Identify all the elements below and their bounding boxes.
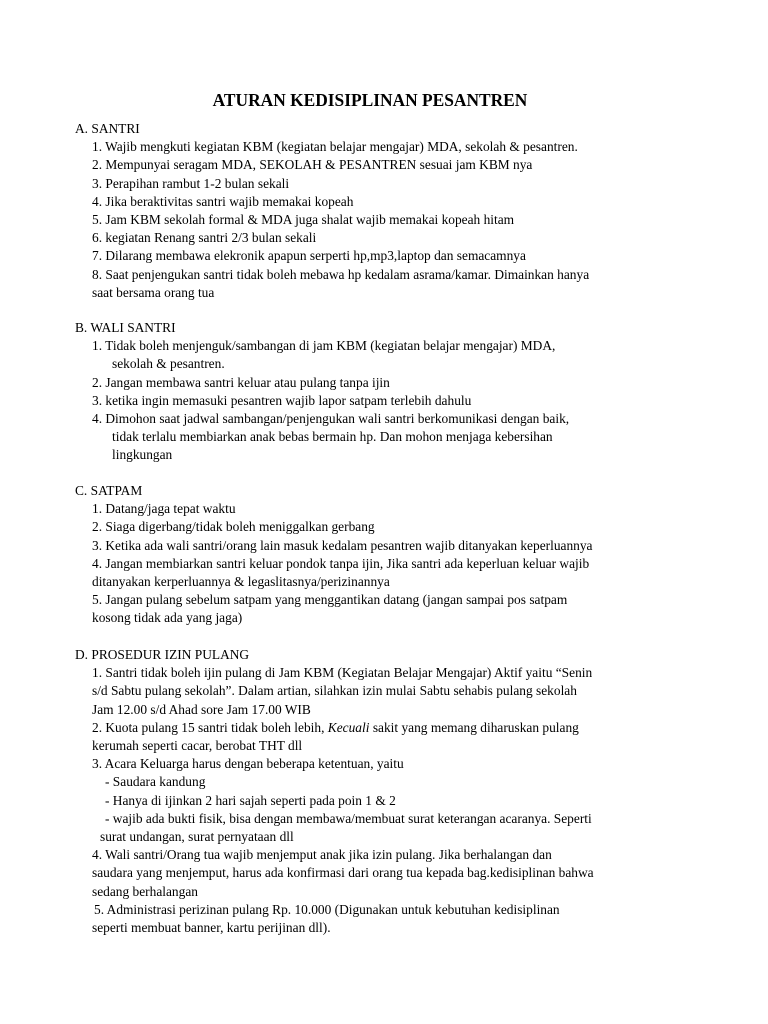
rule-subitem: - wajib ada bukti fisik, bisa dengan membawa/membuat surat keterangan acaranya. Seperti (105, 810, 592, 826)
rule-line: 1. Tidak boleh menjenguk/sambangan di jam KBM (kegiatan belajar mengajar) MDA, (92, 338, 556, 354)
rule-line: 5. Jam KBM sekolah formal & MDA juga shalat wajib memakai kopeah hitam (92, 212, 515, 228)
section-heading: D. PROSEDUR IZIN PULANG (75, 647, 250, 662)
rule-subitem: - Hanya di ijinkan 2 hari sajah seperti pada poin 1 & 2 (105, 792, 396, 808)
rule-line: saudara yang menjemput, harus ada konfirmasi dari orang tua kepada bag.kedisiplinan bahwa (92, 865, 594, 881)
rule-line: 4. Dimohon saat jadwal sambangan/penjengukan wali santri berkomunikasi dengan baik, (92, 411, 570, 427)
section-heading: A. SANTRI (75, 121, 140, 136)
rule-line: 5. Jangan pulang sebelum satpam yang menggantikan datang (jangan sampai pos satpam (92, 592, 568, 608)
rule-line: sedang berhalangan (92, 883, 198, 899)
rule-line: 2. Mempunyai seragam MDA, SEKOLAH & PESANTREN sesuai jam KBM nya (92, 157, 533, 173)
rule-line: 1. Wajib mengkuti kegiatan KBM (kegiatan belajar mengajar) MDA, sekolah & pesantren. (92, 139, 578, 155)
rule-text: 2. Kuota pulang 15 santri tidak boleh lebih, (92, 719, 325, 735)
rule-line: Jam 12.00 s/d Ahad sore Jam 17.00 WIB (92, 701, 311, 717)
rule-line: 4. Wali santri/Orang tua wajib menjemput anak jika izin pulang. Jika berhalangan dan (92, 847, 552, 863)
rule-line: 1. Datang/jaga tepat waktu (92, 501, 236, 517)
section-heading: C. SATPAM (75, 483, 143, 498)
rule-line: 1. Santri tidak boleh ijin pulang di Jam KBM (Kegiatan Belajar Mengajar) Aktif yaitu “Senin (92, 665, 593, 681)
rule-line: 3. Acara Keluarga harus dengan beberapa ketentuan, yaitu (92, 756, 404, 772)
rule-line: saat bersama orang tua (92, 284, 215, 300)
rule-line: kerumah seperti cacar, berobat THT dll (92, 738, 303, 754)
rule-text-italic: Kecuali (327, 719, 370, 735)
rule-line: 8. Saat penjengukan santri tidak boleh mebawa hp kedalam asrama/kamar. Dimainkan hanya (92, 266, 590, 282)
rule-line: sekolah & pesantren. (112, 356, 225, 372)
rule-line: seperti membuat banner, kartu perijinan dll). (92, 920, 331, 936)
rule-line: kosong tidak ada yang jaga) (92, 610, 243, 626)
rule-line: lingkungan (112, 447, 173, 463)
rule-line: 2. Siaga digerbang/tidak boleh meniggalkan gerbang (92, 519, 375, 535)
section-wali-santri (75, 319, 695, 465)
rule-line: 4. Jangan membiarkan santri keluar pondok tanpa ijin, Jika santri ada keperluan keluar wajib (92, 555, 590, 571)
section-satpam (75, 482, 695, 628)
rule-subitem: - Saudara kandung (105, 774, 206, 790)
section-santri (75, 120, 695, 302)
rule-line: surat undangan, surat pernyataan dll (100, 829, 294, 845)
rule-line (75, 719, 695, 737)
rule-line: 3. Perapihan rambut 1-2 bulan sekali (92, 175, 290, 191)
rule-text: sakit yang memang diharuskan pulang (372, 719, 579, 735)
rule-line: ditanyakan kerperluannya & legaslitasnya/perizinannya (92, 574, 390, 590)
document-title: ATURAN KEDISIPLINAN PESANTREN (212, 90, 528, 110)
rule-line: 3. ketika ingin memasuki pesantren wajib lapor satpam terlebih dahulu (92, 392, 472, 408)
rule-line: s/d Sabtu pulang sekolah”. Dalam artian, silahkan izin mulai Sabtu sehabis pulang sekolah (92, 683, 577, 699)
rule-line: 4. Jika beraktivitas santri wajib memakai kopeah (92, 193, 354, 209)
rule-line: 3. Ketika ada wali santri/orang lain masuk kedalam pesantren wajib ditanyakan keperluannya (92, 537, 593, 553)
section-heading: B. WALI SANTRI (75, 320, 176, 335)
rule-line: 6. kegiatan Renang santri 2/3 bulan sekali (92, 230, 317, 246)
rule-line: 7. Dilarang membawa elekronik apapun serperti hp,mp3,laptop dan semacamnya (92, 248, 526, 264)
rule-line: 2. Jangan membawa santri keluar atau pulang tanpa ijin (92, 374, 390, 390)
rule-line: tidak terlalu membiarkan anak bebas bermain hp. Dan mohon menjaga kebersihan (112, 429, 553, 445)
rule-line: 5. Administrasi perizinan pulang Rp. 10.000 (Digunakan untuk kebutuhan kedisiplinan (94, 901, 560, 917)
section-prosedur-izin-pulang (75, 646, 695, 937)
